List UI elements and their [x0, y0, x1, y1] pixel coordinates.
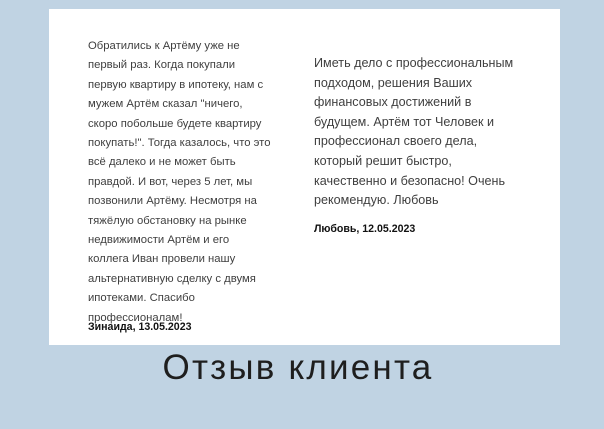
review-text-zinaida: Обратились к Артёму уже не первый раз. Когда покупали первую квартиру в ипотеку, нам с мужем Артём сказал "ничего, скоро побольше будете квартиру покупать!". Тогда казалось, что это всё далеко и не может быть правдой. И вот, через 5 лет, мы позвонили Артёму. Несмотря на тяжёлую обстановку на рынке недвижимости Артём и его коллега Иван провели нашу альтернативную сделку с двумя ипотеками. Спасибо профессионалам!: [88, 40, 271, 324]
review-author-lyubov: Любовь, 12.05.2023: [314, 223, 416, 235]
page-title: Отзыв клиента: [162, 348, 434, 387]
review-author-zinaida: Зинаида, 13.05.2023: [88, 321, 192, 333]
review-text-lyubov: Иметь дело с профессиональным подходом, решения Ваших финансовых достижений в будущем. Артём тот Человек и профессионал своего дела, который решит быстро, качественно и безопасно! Очень рекомендую. Любовь: [314, 56, 514, 208]
